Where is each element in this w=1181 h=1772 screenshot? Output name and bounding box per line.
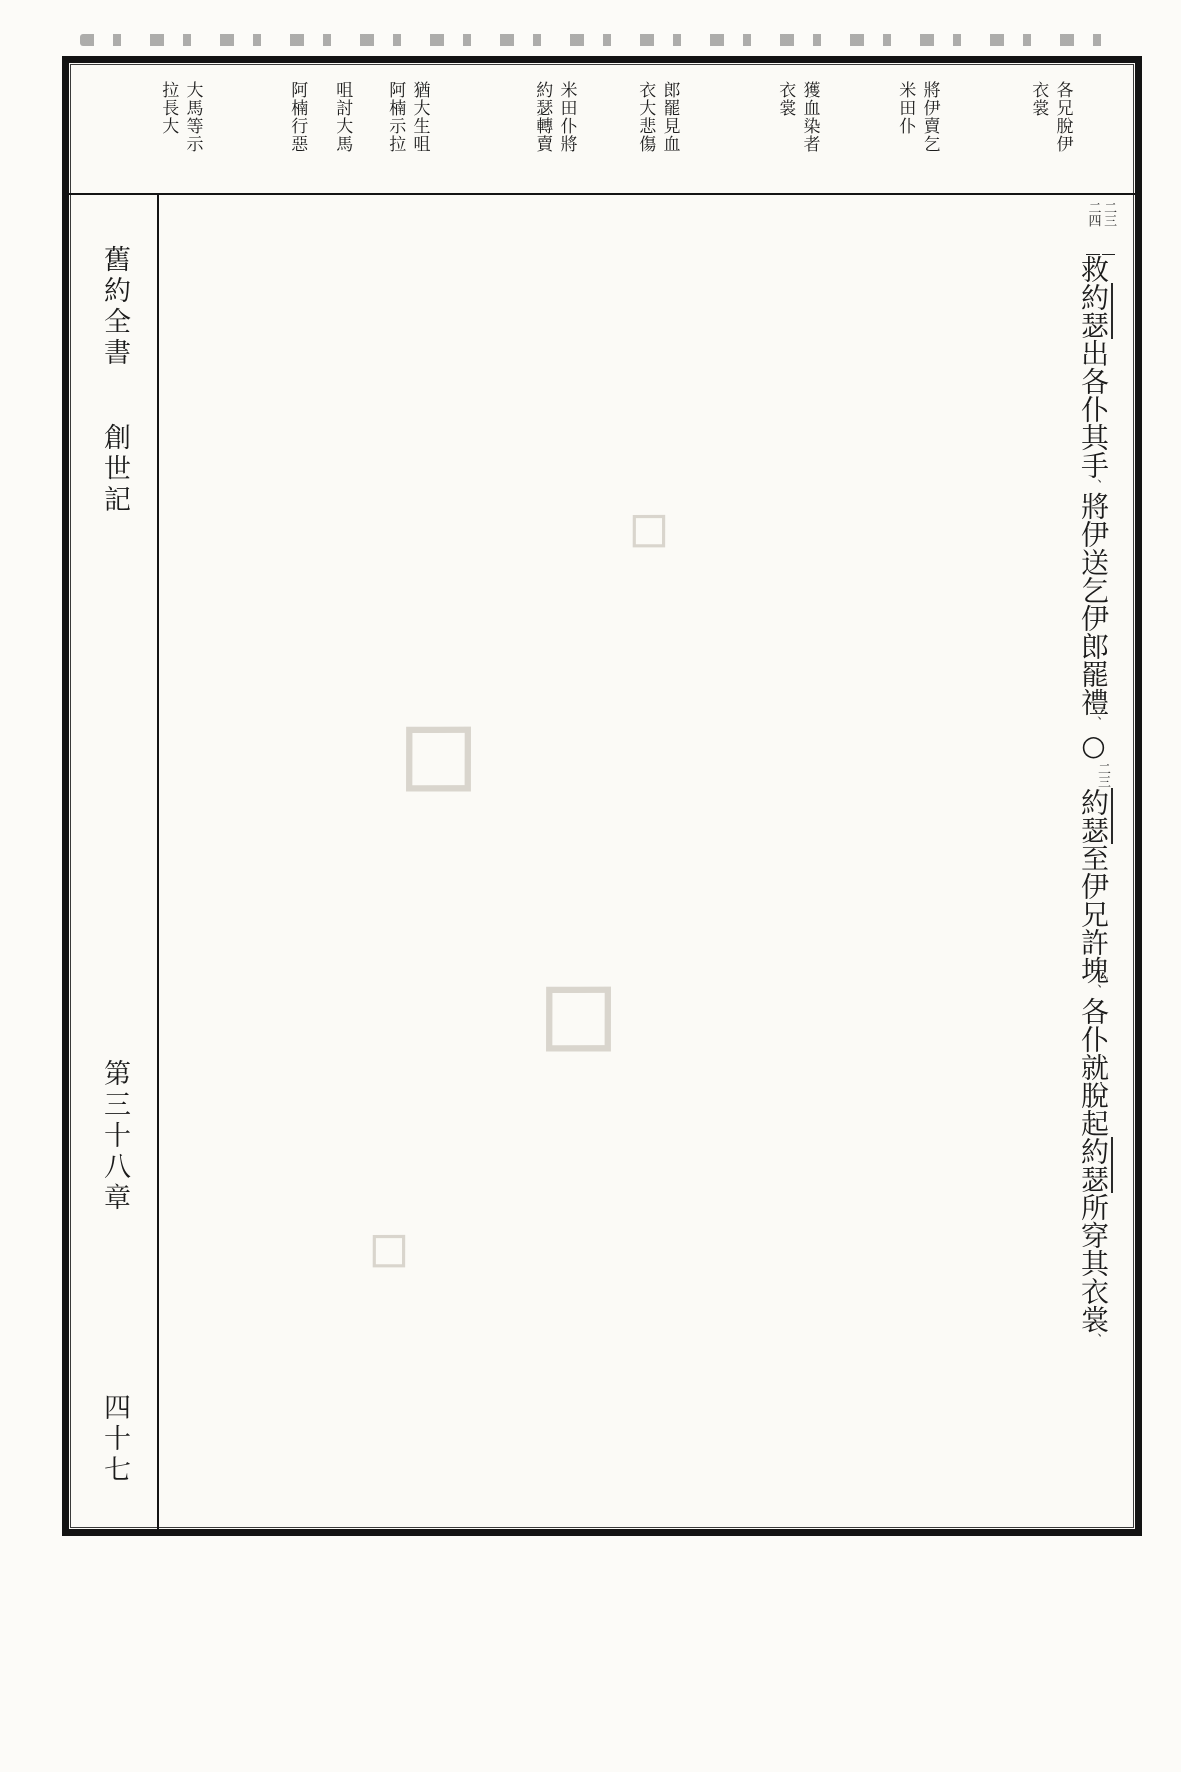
proper-name: 約瑟 [1077,788,1113,844]
margin-note-column: 衣裳 [775,81,796,117]
proper-name: 約瑟 [1077,1137,1113,1193]
scripture-text: ○ [1077,729,1110,762]
margin-note [384,81,430,181]
punctuation-mark: 、 [1086,984,1101,997]
margin-note [286,81,307,181]
margin-note-column: 各兄脫伊 [1052,81,1073,153]
watermark-diamond: ◇ [351,1206,434,1290]
scripture-body [165,201,1123,1513]
margin-note-column: 將伊賣乞 [919,81,940,153]
header-rule [69,193,1135,195]
margin-note-column: 衣裳 [1028,81,1049,117]
margin-note [331,81,352,181]
margin-note-column: 阿楠示拉 [385,81,406,153]
scripture-text: 救 [1077,255,1110,283]
scripture-text: 將伊送乞伊郎罷禮 [1077,492,1110,716]
proper-name: 約瑟 [1077,283,1113,339]
page-number: 四十七 [99,1393,130,1486]
margin-note [531,81,577,181]
margin-note [894,81,940,181]
margin-note-column: 拉長大 [158,81,179,135]
margin-note-column: 約瑟轉賣 [532,81,553,153]
margin-note-column: 咀討大馬 [332,81,353,153]
margin-summary-band [79,75,1125,187]
margin-note [774,81,820,181]
verse-number-head-inner [1080,201,1122,255]
margin-note-column: 阿楠行惡 [287,81,308,153]
title-divider-rule [157,193,159,1529]
scripture-text: 出各仆其手 [1077,339,1110,479]
book-title: 舊約全書 [99,245,130,369]
verse-number: 二四 [1086,201,1100,255]
section-title: 創世記 [99,423,130,516]
margin-note [157,81,203,181]
watermark-diamond: ◇ [503,930,667,1095]
scan-edge-noise [80,34,1111,46]
scripture-text: 所穿其衣裳 [1077,1193,1110,1333]
margin-note-column: 猶大生咀 [409,81,430,153]
scripture-column [165,201,1123,1513]
margin-note-column: 米田仆 [895,81,916,135]
punctuation-mark: 、 [1086,1333,1101,1346]
margin-note-column: 獲血染者 [799,81,820,153]
punctuation-mark: 、 [1086,479,1101,492]
margin-note-column: 米田仆將 [556,81,577,153]
margin-note [1027,81,1073,181]
margin-note-column: 衣大悲傷 [635,81,656,153]
punctuation-mark: 、 [1086,716,1101,729]
scripture-text: 各仆就脫起 [1077,997,1110,1137]
scripture-text: 至伊兄許塊 [1077,844,1110,984]
inline-verse-number: 二三 [1095,762,1110,788]
verse-number: 二三 [1102,201,1116,255]
watermark-diamond: ◇ [611,486,694,570]
margin-note-column: 郎罷見血 [659,81,680,153]
verse-number-head [1080,201,1122,255]
margin-note [634,81,680,181]
chapter-title-margin: 第三十八章 [99,1059,130,1214]
page-border-frame [62,56,1142,1536]
watermark-diamond: ◇ [363,670,527,835]
margin-note-column: 大馬等示 [182,81,203,153]
